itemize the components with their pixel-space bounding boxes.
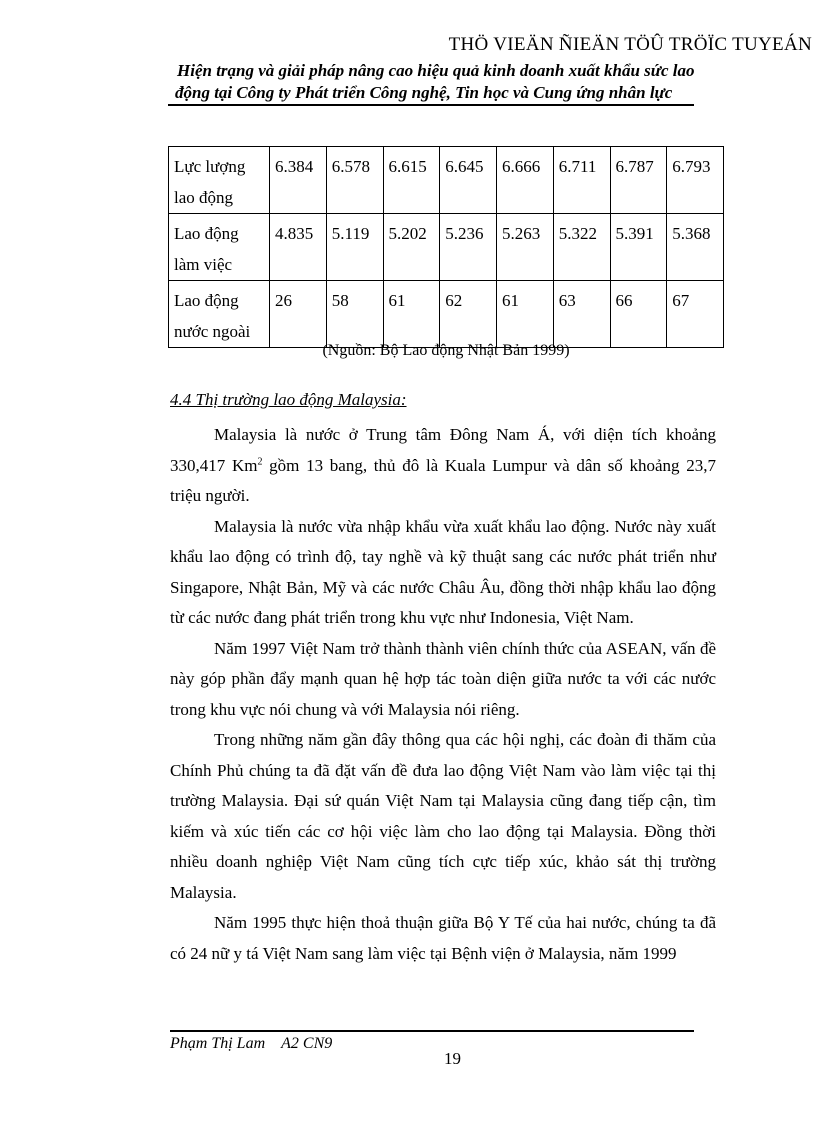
table-row bbox=[169, 281, 724, 348]
table-cell: 61 bbox=[383, 281, 440, 348]
row-label-line-1: Lao động bbox=[174, 291, 239, 310]
table-cell: 26 bbox=[270, 281, 327, 348]
library-header: THÖ VIEÄN ÑIEÄN TÖÛ TRÖÏC TUYEÁN bbox=[448, 34, 812, 55]
table-cell: 5.119 bbox=[326, 214, 383, 281]
labor-statistics-table bbox=[168, 146, 724, 348]
table-cell: 6.578 bbox=[326, 147, 383, 214]
paragraph bbox=[170, 420, 716, 512]
row-label-line-1: Lao động bbox=[174, 224, 239, 243]
table-cell: 4.835 bbox=[270, 214, 327, 281]
table-cell: 66 bbox=[610, 281, 667, 348]
paragraph: Trong những năm gần đây thông qua các hội nghị, các đoàn đi thăm của Chính Phủ chúng ta đã đặt vấn đề đưa lao động Việt Nam vào làm việc tại thị trường Malaysia. Đại sứ quán Việt Nam tại Malaysia cũng đang tiếp cận, tìm kiếm và xúc tiến các cơ hội việc làm cho lao động tại Malaysia. Đồng thời nhiều doanh nghiệp Việt Nam cũng tích cực tiếp xúc, khảo sát thị trường Malaysia. bbox=[170, 730, 716, 902]
table-cell: 5.391 bbox=[610, 214, 667, 281]
table-cell: 5.236 bbox=[440, 214, 497, 281]
row-label-line-2: lao động bbox=[174, 188, 234, 207]
table-cell: 5.322 bbox=[553, 214, 610, 281]
row-label-cell bbox=[169, 147, 270, 214]
page-number: 19 bbox=[444, 1049, 461, 1068]
superscript: 2 bbox=[257, 455, 263, 467]
author-class: A2 CN9 bbox=[281, 1035, 333, 1052]
row-label-cell bbox=[169, 281, 270, 348]
row-label-line-2: làm việc bbox=[174, 255, 233, 274]
table-cell: 6.645 bbox=[440, 147, 497, 214]
document-title-line-2: động tại Công ty Phát triển Công nghệ, Tin học và Cung ứng nhân lực bbox=[175, 83, 673, 102]
table-cell: 6.787 bbox=[610, 147, 667, 214]
table-cell: 6.384 bbox=[270, 147, 327, 214]
table-row bbox=[169, 147, 724, 214]
row-label-cell bbox=[169, 214, 270, 281]
footer-author bbox=[170, 1035, 332, 1053]
paragraph: Năm 1997 Việt Nam trở thành thành viên chính thức của ASEAN, vấn đề này góp phần đẩy mạnh quan hệ hợp tác toàn diện giữa nước ta với các nước trong khu vực nói chung và với Malaysia nói riêng. bbox=[170, 638, 716, 719]
document-title bbox=[175, 60, 735, 104]
table-cell: 5.368 bbox=[667, 214, 724, 281]
table-cell: 6.711 bbox=[553, 147, 610, 214]
row-label-line-2: nước ngoài bbox=[174, 322, 251, 341]
table-cell: 58 bbox=[326, 281, 383, 348]
header-divider bbox=[168, 104, 694, 106]
table-cell: 67 bbox=[667, 281, 724, 348]
paragraph-text: Malaysia là nước ở Trung tâm Đông Nam Á, với diện tích khoảng 330,417 Km bbox=[170, 425, 716, 475]
table-cell: 6.615 bbox=[383, 147, 440, 214]
row-label-line-1: Lực lượng bbox=[174, 157, 246, 176]
table-cell: 5.202 bbox=[383, 214, 440, 281]
table-cell: 6.793 bbox=[667, 147, 724, 214]
paragraph: Malaysia là nước vừa nhập khẩu vừa xuất khẩu lao động. Nước này xuất khẩu lao động có trình độ, tay nghề và kỹ thuật sang các nước phát triển như Singapore, Nhật Bản, Mỹ và các nước Châu Âu, đồng thời nhập khẩu lao động từ các nước đang phát triển trong khu vực như Indonesia, Việt Nam. bbox=[170, 516, 716, 627]
table-source-note: (Nguồn: Bộ Lao động Nhật Bản 1999) bbox=[322, 342, 570, 359]
paragraph: Năm 1995 thực hiện thoả thuận giữa Bộ Y Tế của hai nước, chúng ta đã có 24 nữ y tá Việt Nam sang làm việc tại Bệnh viện ở Malaysia, năm 1999 bbox=[170, 913, 716, 963]
author-name: Phạm Thị Lam bbox=[170, 1035, 266, 1052]
footer-divider bbox=[170, 1030, 694, 1032]
document-title-line-1: Hiện trạng và giải pháp nâng cao hiệu quả kinh doanh xuất khẩu sức lao bbox=[177, 61, 695, 80]
section-heading: 4.4 Thị trường lao động Malaysia: bbox=[170, 390, 407, 409]
paragraph-text: gồm 13 bang, thủ đô là Kuala Lumpur và dân số khoảng 23,7 triệu người. bbox=[170, 455, 717, 505]
table-cell: 61 bbox=[497, 281, 554, 348]
body-text bbox=[170, 420, 716, 969]
table-cell: 6.666 bbox=[497, 147, 554, 214]
table-cell: 63 bbox=[553, 281, 610, 348]
table-row bbox=[169, 214, 724, 281]
table-cell: 5.263 bbox=[497, 214, 554, 281]
table-cell: 62 bbox=[440, 281, 497, 348]
